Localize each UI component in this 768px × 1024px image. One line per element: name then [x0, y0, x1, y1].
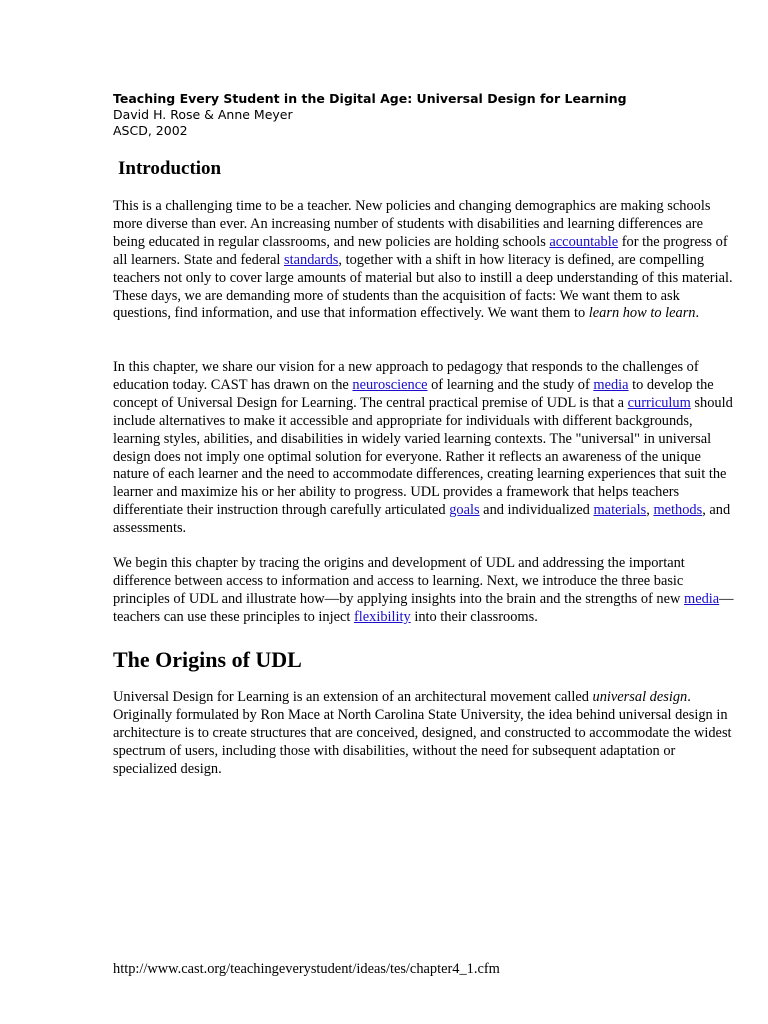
link-accountable[interactable]: accountable — [549, 233, 619, 250]
text-run: should include alternatives to make it accessible and appropriate for individuals with different backgrounds, learning styles, abilities, and disabilities in widely varied learning contexts. The "universal" in universal design does not imply one optimal solution for everyone. Rather it reflects an awareness of the unique nature of each learner and the need to accommodate differences, creating learning experiences that suit the learner and maximize his or her ability to progress. UDL provides a framework that helps teachers differentiate their instruction through carefully articulated — [113, 394, 733, 519]
introduction-paragraph-2 — [113, 359, 735, 538]
text-run: for the progress of all learners. State and federal — [113, 233, 728, 268]
text-run: Universal Design for Learning is an extension of an architectural movement called — [113, 689, 593, 705]
text-run: . Originally formulated by Ron Mace at North Carolina State University, the idea behind universal design in architecture is to create structures that are conceived, designed, and constructed to accommodate the widest spectrum of users, including those with disabilities, without the need for subsequent adaptation or specialized design. — [113, 689, 732, 777]
text-run: . — [695, 305, 700, 322]
footer-source-url: http://www.cast.org/teachingeverystudent/ideas/tes/chapter4_1.cfm — [113, 961, 500, 977]
text-run: —teachers can use these principles to inject — [113, 590, 734, 625]
link-curriculum[interactable]: curriculum — [627, 394, 691, 411]
emphasis-universal-design: universal design — [592, 689, 688, 705]
text-run: We begin this chapter by tracing the origins and development of UDL and addressing the important difference between access to information and access to learning. Next, we introduce the three basic principles of UDL and illustrate how—by applying insights into the brain and the strengths of new — [113, 555, 685, 607]
text-run: into their classrooms. — [410, 608, 538, 625]
text-run: , and assessments. — [113, 502, 731, 537]
emphasis-learn-how-to-learn: learn how to learn — [588, 305, 696, 322]
link-methods[interactable]: methods — [653, 502, 703, 519]
book-citation — [113, 91, 733, 139]
link-goals[interactable]: goals — [449, 502, 480, 519]
link-standards[interactable]: standards — [284, 251, 339, 268]
link-flexibility[interactable]: flexibility — [353, 608, 411, 625]
introduction-paragraph-3 — [113, 555, 735, 627]
book-publisher: ASCD, 2002 — [113, 123, 188, 138]
origins-heading: The Origins of UDL — [113, 647, 302, 672]
text-run: This is a challenging time to be a teacher. New policies and changing demographics are making schools more diverse than ever. An increasing number of students with disabilities and learning differences are being educated in regular classrooms, and new policies are holding schools — [113, 198, 711, 250]
text-run: , together with a shift in how literacy is defined, are compelling teachers not only to cover large amounts of material but also to instill a deep understanding of this material. These days, we are demanding more of students than the acquisition of facts: We want them to ask questions, find information, and use that information effectively. We want them to — [113, 251, 733, 322]
introduction-heading: Introduction — [118, 158, 222, 179]
text-run: of learning and the study of — [427, 376, 594, 393]
link-media[interactable]: media — [593, 376, 629, 393]
introduction-paragraph-1 — [113, 198, 735, 323]
link-neuroscience[interactable]: neuroscience — [352, 376, 428, 393]
book-authors: David H. Rose & Anne Meyer — [113, 107, 293, 122]
link-materials[interactable]: materials — [593, 502, 647, 519]
text-run: to develop the concept of Universal Design for Learning. The central practical premise of UDL is that a — [113, 376, 714, 411]
text-run: , — [646, 502, 654, 519]
origins-paragraph-1 — [113, 689, 735, 779]
text-run: and individualized — [479, 502, 594, 519]
text-run: In this chapter, we share our vision for a new approach to pedagogy that responds to the challenges of education today. CAST has drawn on the — [113, 359, 699, 393]
book-title: Teaching Every Student in the Digital Age: Universal Design for Learning — [113, 91, 627, 106]
link-media-2[interactable]: media — [684, 590, 720, 607]
